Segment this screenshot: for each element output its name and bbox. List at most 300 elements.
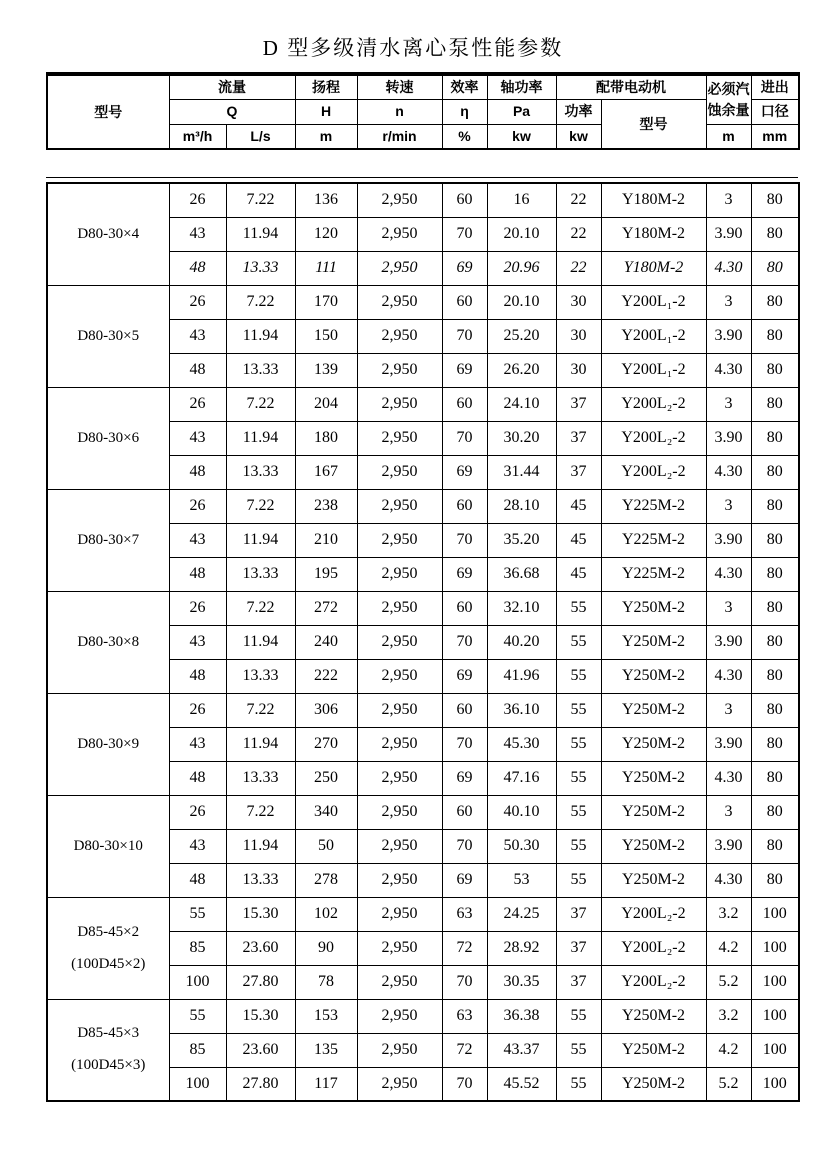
cell-npsh: 3.90 (706, 217, 751, 251)
cell-n: 2,950 (357, 217, 442, 251)
cell-dn: 80 (751, 251, 799, 285)
cell-n: 2,950 (357, 523, 442, 557)
cell-n: 2,950 (357, 1033, 442, 1067)
cell-q_ls: 11.94 (226, 421, 295, 455)
cell-dn: 80 (751, 421, 799, 455)
cell-q_ls: 11.94 (226, 319, 295, 353)
cell-kw: 45 (556, 557, 601, 591)
cell-npsh: 5.2 (706, 1067, 751, 1101)
cell-motor: Y180M-2 (601, 251, 706, 285)
cell-kw: 45 (556, 489, 601, 523)
cell-q_m3h: 43 (169, 727, 226, 761)
cell-motor: Y200L₁-2 (601, 285, 706, 319)
cell-n: 2,950 (357, 829, 442, 863)
unit-speed: r/min (357, 124, 442, 149)
pump-table-body (47, 183, 799, 1101)
cell-pa: 30.20 (487, 421, 556, 455)
cell-dn: 80 (751, 659, 799, 693)
cell-eff: 63 (442, 999, 487, 1033)
col-header-shaft-power: 轴功率 (487, 74, 556, 99)
pump-model-cell (47, 897, 169, 999)
pump-model-label: D80-30×6 (77, 429, 140, 446)
cell-dn: 80 (751, 455, 799, 489)
cell-h: 120 (295, 217, 357, 251)
cell-npsh: 3 (706, 591, 751, 625)
cell-eff: 60 (442, 693, 487, 727)
cell-n: 2,950 (357, 727, 442, 761)
col-header-motor-model: 型号 (601, 99, 706, 149)
cell-motor: Y250M-2 (601, 761, 706, 795)
pump-row (47, 795, 799, 829)
col-header-head-symbol: H (295, 99, 357, 124)
cell-npsh: 3.2 (706, 897, 751, 931)
cell-eff: 70 (442, 421, 487, 455)
col-header-port-line2: 口径 (751, 99, 799, 124)
cell-q_ls: 7.22 (226, 387, 295, 421)
cell-q_m3h: 48 (169, 251, 226, 285)
cell-n: 2,950 (357, 999, 442, 1033)
cell-eff: 69 (442, 251, 487, 285)
cell-h: 204 (295, 387, 357, 421)
cell-h: 78 (295, 965, 357, 999)
cell-n: 2,950 (357, 965, 442, 999)
cell-npsh: 4.30 (706, 659, 751, 693)
cell-n: 2,950 (357, 421, 442, 455)
pump-row (47, 285, 799, 319)
cell-h: 250 (295, 761, 357, 795)
cell-pa: 20.10 (487, 217, 556, 251)
cell-q_ls: 11.94 (226, 625, 295, 659)
cell-q_ls: 7.22 (226, 795, 295, 829)
npsh-label-line2: 蚀余量 (707, 101, 750, 118)
cell-n: 2,950 (357, 931, 442, 965)
cell-npsh: 4.30 (706, 353, 751, 387)
cell-kw: 37 (556, 931, 601, 965)
cell-dn: 80 (751, 727, 799, 761)
cell-q_ls: 7.22 (226, 693, 295, 727)
cell-h: 240 (295, 625, 357, 659)
col-header-efficiency-symbol: η (442, 99, 487, 124)
cell-kw: 55 (556, 659, 601, 693)
pump-model-cell (47, 693, 169, 795)
cell-npsh: 3 (706, 693, 751, 727)
cell-npsh: 3.90 (706, 421, 751, 455)
cell-motor: Y200L₂-2 (601, 421, 706, 455)
col-header-speed-symbol: n (357, 99, 442, 124)
cell-h: 278 (295, 863, 357, 897)
unit-head: m (295, 124, 357, 149)
cell-dn: 100 (751, 931, 799, 965)
cell-eff: 69 (442, 761, 487, 795)
cell-eff: 72 (442, 931, 487, 965)
cell-n: 2,950 (357, 761, 442, 795)
pump-model-label: D85-45×3 (77, 1025, 140, 1042)
cell-motor: Y225M-2 (601, 523, 706, 557)
cell-dn: 100 (751, 999, 799, 1033)
cell-motor: Y200L₂-2 (601, 387, 706, 421)
cell-q_m3h: 26 (169, 183, 226, 217)
cell-eff: 60 (442, 489, 487, 523)
cell-motor: Y250M-2 (601, 1067, 706, 1101)
cell-n: 2,950 (357, 863, 442, 897)
col-header-efficiency: 效率 (442, 74, 487, 99)
cell-pa: 24.25 (487, 897, 556, 931)
cell-kw: 22 (556, 217, 601, 251)
cell-motor: Y200L₂-2 (601, 931, 706, 965)
cell-motor: Y180M-2 (601, 217, 706, 251)
pump-row (47, 897, 799, 931)
cell-h: 340 (295, 795, 357, 829)
cell-n: 2,950 (357, 693, 442, 727)
cell-q_ls: 11.94 (226, 217, 295, 251)
cell-dn: 80 (751, 693, 799, 727)
cell-dn: 80 (751, 489, 799, 523)
cell-q_m3h: 26 (169, 591, 226, 625)
cell-q_m3h: 85 (169, 931, 226, 965)
cell-pa: 36.68 (487, 557, 556, 591)
cell-q_ls: 11.94 (226, 727, 295, 761)
cell-q_m3h: 55 (169, 999, 226, 1033)
pump-model-alt-label: (100D45×3) (71, 1057, 146, 1074)
cell-kw: 55 (556, 591, 601, 625)
cell-h: 210 (295, 523, 357, 557)
cell-h: 136 (295, 183, 357, 217)
cell-eff: 60 (442, 183, 487, 217)
cell-h: 102 (295, 897, 357, 931)
cell-dn: 80 (751, 795, 799, 829)
cell-q_m3h: 48 (169, 353, 226, 387)
cell-kw: 45 (556, 523, 601, 557)
cell-motor: Y250M-2 (601, 727, 706, 761)
cell-dn: 80 (751, 353, 799, 387)
cell-q_m3h: 43 (169, 217, 226, 251)
cell-pa: 26.20 (487, 353, 556, 387)
cell-q_ls: 27.80 (226, 965, 295, 999)
pump-row (47, 183, 799, 217)
cell-q_ls: 7.22 (226, 591, 295, 625)
cell-motor: Y250M-2 (601, 999, 706, 1033)
cell-q_m3h: 26 (169, 693, 226, 727)
cell-kw: 55 (556, 829, 601, 863)
cell-q_ls: 13.33 (226, 353, 295, 387)
cell-n: 2,950 (357, 353, 442, 387)
cell-q_m3h: 26 (169, 285, 226, 319)
pump-model-label: D80-30×9 (77, 735, 140, 752)
pump-row (47, 591, 799, 625)
cell-n: 2,950 (357, 591, 442, 625)
cell-npsh: 3.90 (706, 625, 751, 659)
cell-n: 2,950 (357, 251, 442, 285)
cell-q_m3h: 26 (169, 489, 226, 523)
cell-kw: 37 (556, 387, 601, 421)
cell-motor: Y200L₂-2 (601, 455, 706, 489)
cell-dn: 80 (751, 625, 799, 659)
cell-q_m3h: 48 (169, 659, 226, 693)
cell-pa: 36.10 (487, 693, 556, 727)
cell-pa: 47.16 (487, 761, 556, 795)
cell-dn: 80 (751, 557, 799, 591)
cell-n: 2,950 (357, 489, 442, 523)
cell-eff: 60 (442, 387, 487, 421)
cell-eff: 70 (442, 727, 487, 761)
pump-model-label: D80-30×7 (77, 531, 140, 548)
pump-model-cell (47, 591, 169, 693)
cell-q_m3h: 85 (169, 1033, 226, 1067)
cell-q_ls: 13.33 (226, 455, 295, 489)
cell-motor: Y250M-2 (601, 829, 706, 863)
npsh-label-line1: 必须汽 (707, 81, 750, 98)
unit-flow-ls: L/s (226, 124, 295, 149)
pump-row (47, 387, 799, 421)
cell-pa: 53 (487, 863, 556, 897)
cell-h: 50 (295, 829, 357, 863)
cell-q_ls: 23.60 (226, 931, 295, 965)
col-header-speed: 转速 (357, 74, 442, 99)
cell-n: 2,950 (357, 897, 442, 931)
pump-row (47, 489, 799, 523)
cell-n: 2,950 (357, 1067, 442, 1101)
cell-kw: 55 (556, 625, 601, 659)
cell-pa: 25.20 (487, 319, 556, 353)
cell-q_ls: 13.33 (226, 761, 295, 795)
cell-eff: 69 (442, 455, 487, 489)
cell-q_m3h: 43 (169, 421, 226, 455)
cell-dn: 80 (751, 523, 799, 557)
cell-eff: 60 (442, 795, 487, 829)
pump-model-label: D80-30×8 (77, 633, 140, 650)
cell-npsh: 3.90 (706, 829, 751, 863)
cell-eff: 63 (442, 897, 487, 931)
cell-h: 150 (295, 319, 357, 353)
cell-q_m3h: 48 (169, 863, 226, 897)
cell-q_m3h: 43 (169, 625, 226, 659)
cell-npsh: 4.30 (706, 863, 751, 897)
cell-eff: 72 (442, 1033, 487, 1067)
unit-flow-m3h: m³/h (169, 124, 226, 149)
cell-kw: 55 (556, 863, 601, 897)
cell-q_m3h: 43 (169, 829, 226, 863)
pump-table-header (46, 72, 800, 150)
cell-pa: 40.10 (487, 795, 556, 829)
cell-pa: 24.10 (487, 387, 556, 421)
col-header-head: 扬程 (295, 74, 357, 99)
col-header-motor-power: 功率 (556, 99, 601, 124)
cell-pa: 45.30 (487, 727, 556, 761)
pump-model-label: D85-45×2 (77, 923, 140, 940)
cell-n: 2,950 (357, 387, 442, 421)
cell-motor: Y180M-2 (601, 183, 706, 217)
cell-q_m3h: 100 (169, 1067, 226, 1101)
pump-model-cell (47, 795, 169, 897)
cell-dn: 80 (751, 863, 799, 897)
cell-kw: 30 (556, 285, 601, 319)
cell-n: 2,950 (357, 625, 442, 659)
cell-h: 139 (295, 353, 357, 387)
cell-n: 2,950 (357, 183, 442, 217)
cell-dn: 80 (751, 217, 799, 251)
cell-pa: 32.10 (487, 591, 556, 625)
cell-eff: 60 (442, 285, 487, 319)
cell-q_ls: 27.80 (226, 1067, 295, 1101)
cell-npsh: 3.90 (706, 727, 751, 761)
pump-model-label: D80-30×4 (77, 225, 140, 242)
cell-motor: Y250M-2 (601, 659, 706, 693)
cell-pa: 40.20 (487, 625, 556, 659)
cell-q_m3h: 100 (169, 965, 226, 999)
cell-eff: 69 (442, 659, 487, 693)
cell-q_ls: 13.33 (226, 557, 295, 591)
page-title: D 型多级清水离心泵性能参数 (262, 36, 564, 60)
pump-model-cell (47, 285, 169, 387)
cell-n: 2,950 (357, 659, 442, 693)
cell-pa: 16 (487, 183, 556, 217)
cell-npsh: 3 (706, 795, 751, 829)
cell-motor: Y250M-2 (601, 1033, 706, 1067)
cell-dn: 80 (751, 319, 799, 353)
cell-eff: 60 (442, 591, 487, 625)
cell-kw: 55 (556, 1067, 601, 1101)
cell-npsh: 3 (706, 387, 751, 421)
unit-motor-power: kw (556, 124, 601, 149)
cell-pa: 20.96 (487, 251, 556, 285)
pump-model-label: D80-30×10 (73, 837, 143, 854)
cell-npsh: 4.30 (706, 251, 751, 285)
cell-dn: 80 (751, 285, 799, 319)
cell-pa: 41.96 (487, 659, 556, 693)
cell-eff: 70 (442, 1067, 487, 1101)
cell-q_m3h: 26 (169, 387, 226, 421)
cell-eff: 70 (442, 523, 487, 557)
cell-n: 2,950 (357, 557, 442, 591)
cell-dn: 80 (751, 387, 799, 421)
cell-motor: Y250M-2 (601, 625, 706, 659)
cell-eff: 70 (442, 217, 487, 251)
cell-eff: 69 (442, 863, 487, 897)
cell-h: 111 (295, 251, 357, 285)
cell-pa: 28.10 (487, 489, 556, 523)
cell-h: 153 (295, 999, 357, 1033)
cell-motor: Y250M-2 (601, 591, 706, 625)
cell-h: 180 (295, 421, 357, 455)
cell-n: 2,950 (357, 455, 442, 489)
cell-h: 272 (295, 591, 357, 625)
cell-q_ls: 13.33 (226, 659, 295, 693)
cell-pa: 35.20 (487, 523, 556, 557)
cell-h: 270 (295, 727, 357, 761)
cell-dn: 80 (751, 761, 799, 795)
cell-q_ls: 15.30 (226, 999, 295, 1033)
cell-eff: 70 (442, 829, 487, 863)
cell-kw: 37 (556, 421, 601, 455)
cell-npsh: 3.90 (706, 523, 751, 557)
col-header-port-line1: 进出 (751, 74, 799, 99)
cell-n: 2,950 (357, 319, 442, 353)
cell-h: 135 (295, 1033, 357, 1067)
col-header-flow: 流量 (169, 74, 295, 99)
cell-dn: 100 (751, 965, 799, 999)
cell-pa: 28.92 (487, 931, 556, 965)
cell-h: 90 (295, 931, 357, 965)
cell-kw: 55 (556, 1033, 601, 1067)
cell-n: 2,950 (357, 795, 442, 829)
cell-motor: Y225M-2 (601, 557, 706, 591)
cell-dn: 80 (751, 829, 799, 863)
cell-h: 195 (295, 557, 357, 591)
cell-kw: 55 (556, 693, 601, 727)
cell-eff: 69 (442, 353, 487, 387)
cell-q_m3h: 48 (169, 557, 226, 591)
col-header-shaft-power-symbol: Pa (487, 99, 556, 124)
cell-motor: Y250M-2 (601, 795, 706, 829)
cell-npsh: 5.2 (706, 965, 751, 999)
pump-model-cell (47, 387, 169, 489)
cell-eff: 70 (442, 625, 487, 659)
cell-kw: 37 (556, 965, 601, 999)
cell-npsh: 3.2 (706, 999, 751, 1033)
cell-q_m3h: 55 (169, 897, 226, 931)
cell-npsh: 4.30 (706, 557, 751, 591)
cell-kw: 55 (556, 727, 601, 761)
unit-shaft-power: kw (487, 124, 556, 149)
cell-h: 170 (295, 285, 357, 319)
cell-dn: 100 (751, 1033, 799, 1067)
unit-npsh: m (706, 124, 751, 149)
cell-pa: 30.35 (487, 965, 556, 999)
cell-eff: 70 (442, 965, 487, 999)
cell-kw: 37 (556, 897, 601, 931)
cell-motor: Y250M-2 (601, 693, 706, 727)
cell-motor: Y250M-2 (601, 863, 706, 897)
cell-kw: 55 (556, 761, 601, 795)
cell-motor: Y200L₂-2 (601, 897, 706, 931)
cell-q_m3h: 48 (169, 455, 226, 489)
cell-npsh: 3 (706, 489, 751, 523)
pump-model-cell (47, 999, 169, 1101)
cell-n: 2,950 (357, 285, 442, 319)
cell-q_ls: 23.60 (226, 1033, 295, 1067)
cell-kw: 55 (556, 999, 601, 1033)
cell-dn: 80 (751, 183, 799, 217)
cell-pa: 43.37 (487, 1033, 556, 1067)
cell-pa: 45.52 (487, 1067, 556, 1101)
cell-q_m3h: 43 (169, 523, 226, 557)
header-row-1 (47, 74, 799, 99)
pump-table-body-wrapper (46, 177, 798, 1102)
cell-dn: 100 (751, 897, 799, 931)
cell-q_m3h: 26 (169, 795, 226, 829)
cell-kw: 55 (556, 795, 601, 829)
cell-h: 238 (295, 489, 357, 523)
cell-q_m3h: 43 (169, 319, 226, 353)
cell-q_ls: 7.22 (226, 489, 295, 523)
cell-npsh: 4.2 (706, 931, 751, 965)
cell-q_ls: 13.33 (226, 863, 295, 897)
cell-dn: 80 (751, 591, 799, 625)
cell-q_m3h: 48 (169, 761, 226, 795)
col-header-model: 型号 (47, 74, 169, 149)
cell-pa: 31.44 (487, 455, 556, 489)
cell-pa: 20.10 (487, 285, 556, 319)
cell-motor: Y200L₁-2 (601, 353, 706, 387)
cell-kw: 30 (556, 353, 601, 387)
cell-kw: 22 (556, 183, 601, 217)
unit-port: mm (751, 124, 799, 149)
cell-q_ls: 11.94 (226, 829, 295, 863)
cell-pa: 50.30 (487, 829, 556, 863)
cell-npsh: 4.30 (706, 455, 751, 489)
cell-kw: 37 (556, 455, 601, 489)
cell-h: 167 (295, 455, 357, 489)
